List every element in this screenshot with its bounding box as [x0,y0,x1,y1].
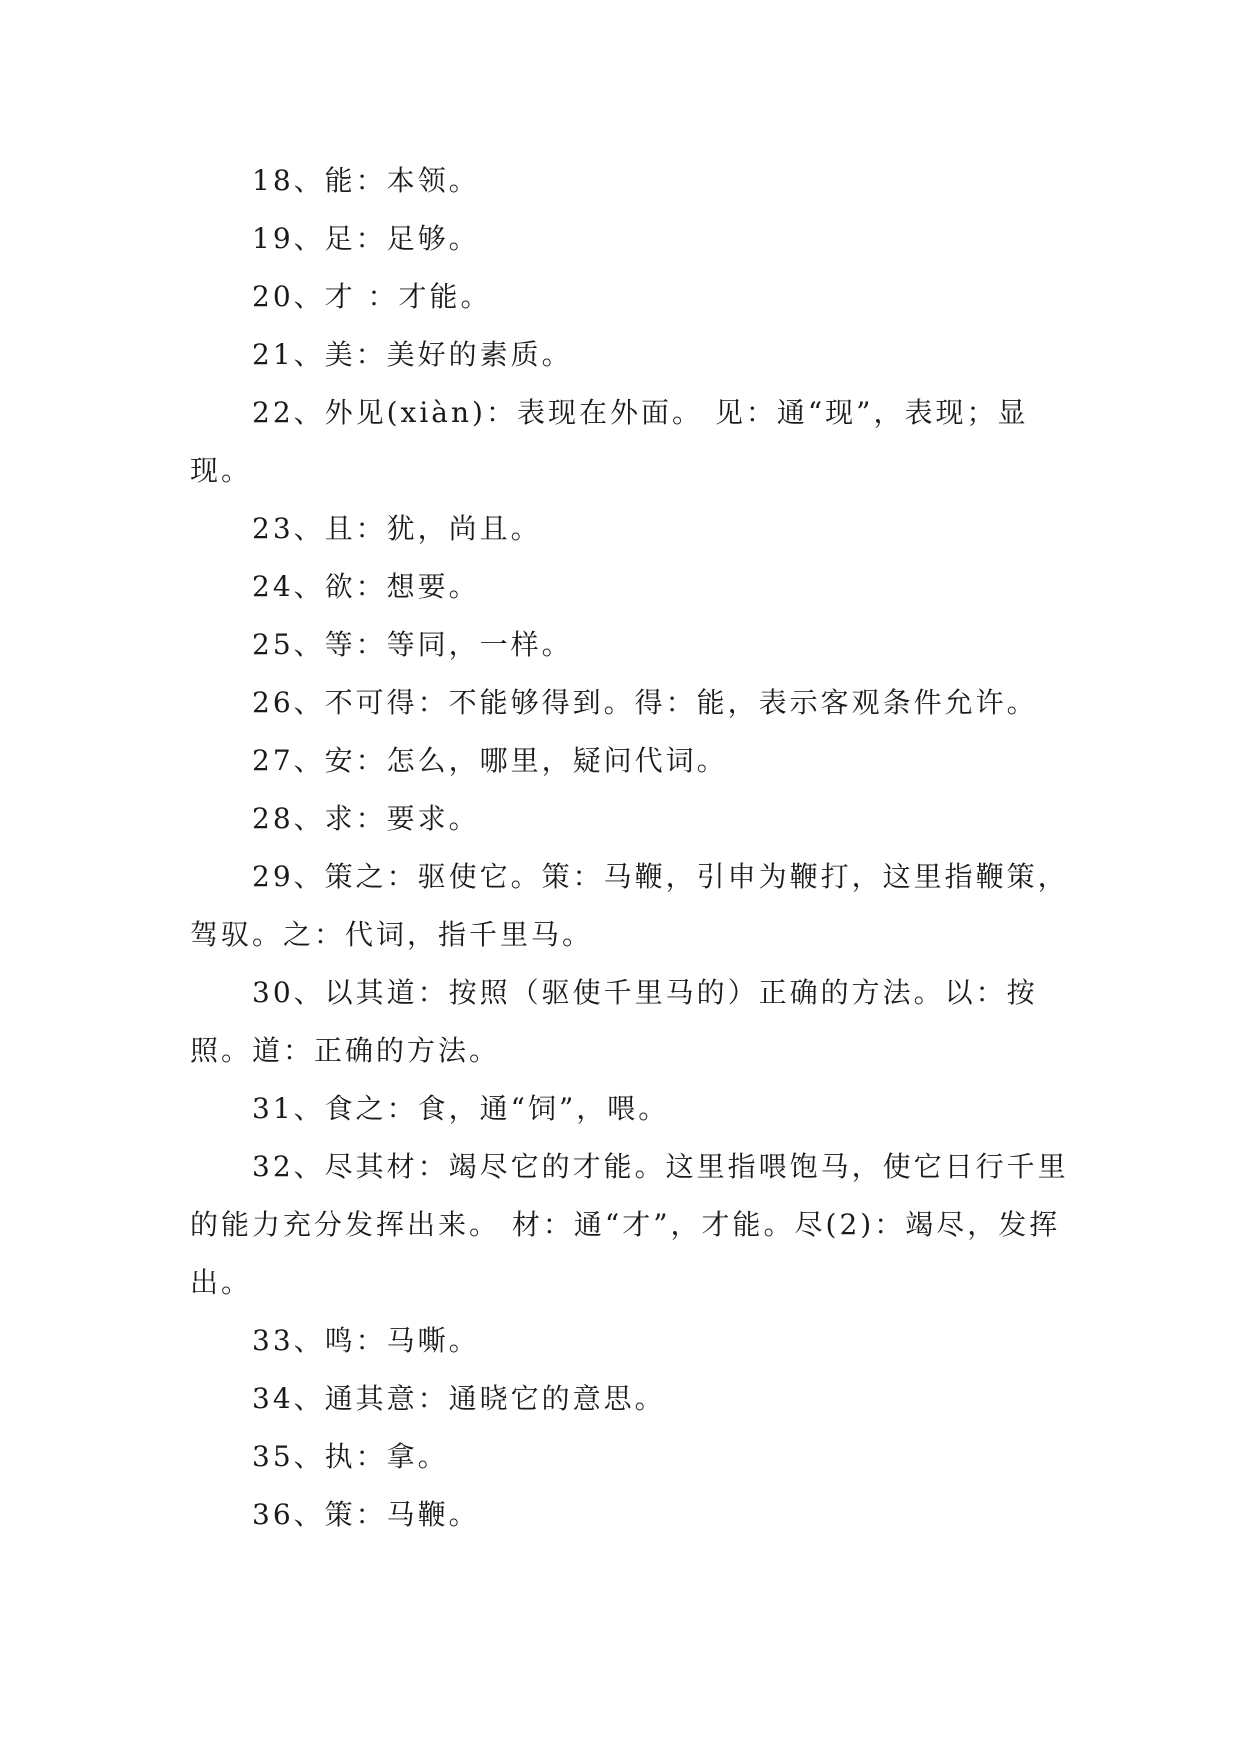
annotation-18: 18、能：本领。 [252,164,480,197]
annotation-34: 34、通其意：通晓它的意思。 [252,1382,666,1415]
annotation-21: 21、美：美好的素质。 [252,338,573,371]
annotation-24: 24、欲：想要。 [252,570,480,603]
annotation-33: 33、鸣：马嘶。 [252,1324,480,1357]
annotation-29: 29、策之：驱使它。策：马鞭，引申为鞭打，这里指鞭策，驾驭。之：代词，指千里马。 [190,860,1069,951]
annotation-35: 35、执：拿。 [252,1440,449,1473]
annotation-32: 32、尽其材：竭尽它的才能。这里指喂饱马，使它日行千里的能力充分发挥出来。 材：通“才”，才能。尽(2)：竭尽，发挥出。 [190,1150,1069,1299]
annotation-25: 25、等：等同，一样。 [252,628,573,661]
annotation-27: 27、安：怎么，哪里，疑问代词。 [252,744,728,777]
annotation-31: 31、食之：食，通“饲”，喂。 [252,1092,670,1125]
annotation-30: 30、以其道：按照（驱使千里马的）正确的方法。以：按照。道：正确的方法。 [190,976,1038,1067]
annotation-22: 22、外见(xiàn)：表现在外面。 见：通“现”，表现；显现。 [190,396,1029,487]
annotation-26: 26、不可得：不能够得到。得：能，表示客观条件允许。 [252,686,1038,719]
document-body [190,152,1070,1544]
annotation-19: 19、足：足够。 [252,222,480,255]
annotation-23: 23、且：犹，尚且。 [252,512,542,545]
annotation-20: 20、才 ：才能。 [252,280,492,313]
annotation-36: 36、策：马鞭。 [252,1498,480,1531]
annotation-28: 28、求：要求。 [252,802,480,835]
